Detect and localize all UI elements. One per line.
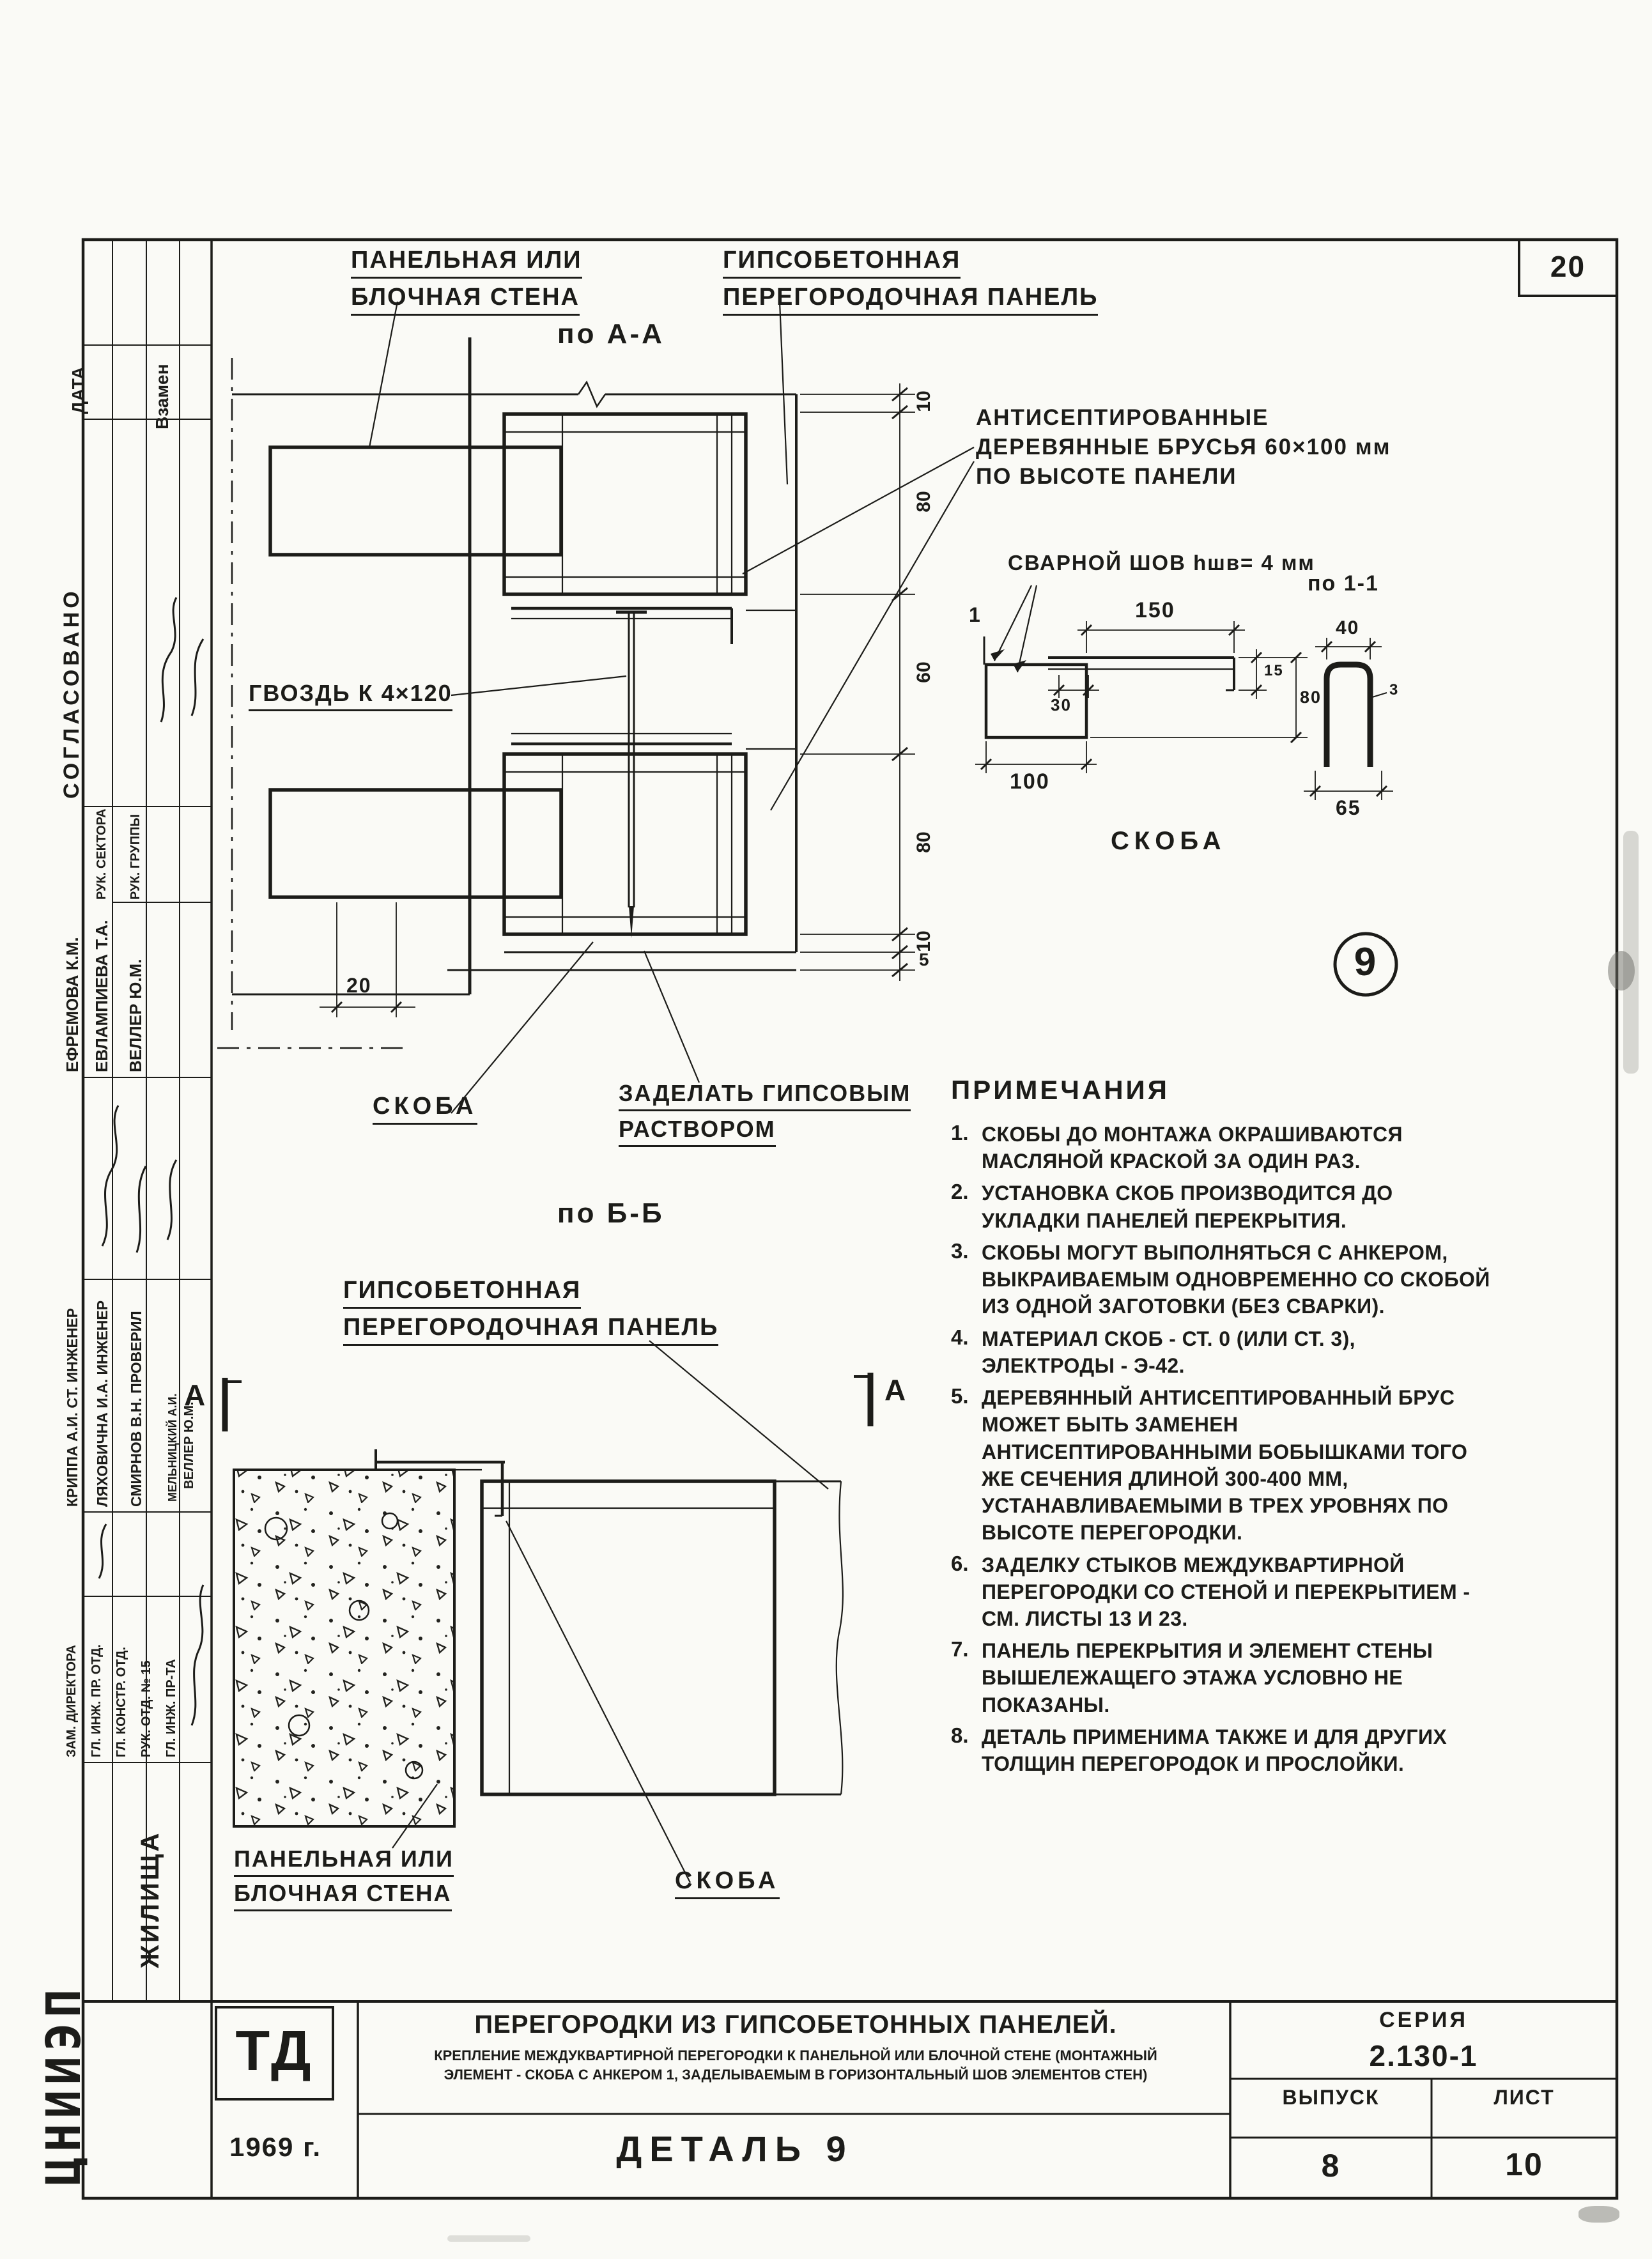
series-label: СЕРИЯ xyxy=(1379,2008,1468,2032)
note-item: 7. ПАНЕЛЬ ПЕРЕКРЫТИЯ И ЭЛЕМЕНТ СТЕНЫ ВЫШЕЛЕЖАЩЕГО ЭТАЖА УСЛОВНО НЕ ПОКАЗАНЫ. xyxy=(951,1637,1433,1716)
dim-lip-15: 15 xyxy=(1264,662,1284,679)
section-marker-a-right: А xyxy=(884,1373,907,1407)
org-name-zhilishcha: ЖИЛИЩА xyxy=(136,1830,164,1968)
skoba-detail-caption: СКОБА xyxy=(1111,827,1226,855)
sheet-title-main: ПЕРЕГОРОДКИ ИЗ ГИПСОБЕТОННЫХ ПАНЕЛЕЙ. xyxy=(474,2010,1117,2039)
scan-smudge xyxy=(1608,951,1635,991)
timber-label-line3: ПО ВЫСОТЕ ПАНЕЛИ xyxy=(976,464,1237,489)
stamp-position-entry: ГЛ. ИНЖ. ПР-ТА xyxy=(164,1659,178,1757)
stamp-position-entry: ГЛ. ИНЖ. ПР. ОТД. xyxy=(89,1644,104,1757)
stamp-staff-entry: СМИРНОВ В.Н. ПРОВЕРИЛ xyxy=(128,1311,144,1507)
notes-title: ПРИМЕЧАНИЯ xyxy=(951,1075,1170,1105)
issue-label: ВЫПУСК xyxy=(1282,2086,1380,2109)
section-marker-a-left: А xyxy=(184,1378,207,1412)
skoba-label-aa: СКОБА xyxy=(373,1093,477,1125)
dim-panel-a: 80 xyxy=(913,491,934,513)
notes-section xyxy=(951,1075,1494,1782)
stamp-staff-entry: ЛЯХОВИЧНА И.А. ИНЖЕНЕР xyxy=(94,1300,111,1507)
scan-smudge xyxy=(1579,2206,1619,2223)
view-1-1-title: по 1-1 xyxy=(1308,571,1379,596)
stamp-date-label: ДАТА xyxy=(68,366,88,414)
dim-offset: 20 xyxy=(346,974,372,997)
aa-panel-label-line2: ПЕРЕГОРОДОЧНАЯ ПАНЕЛЬ xyxy=(723,284,1098,316)
note-item: 4. МАТЕРИАЛ СКОБ - СТ. 0 (ИЛИ СТ. 3), ЭЛЕКТРОДЫ - Э-42. xyxy=(951,1325,1355,1377)
sheet-title-sub2: ЭЛЕМЕНТ - СКОБА С АНКЕРОМ 1, ЗАДЕЛЫВАЕМЫМ В ГОРИЗОНТАЛЬНЫЙ ШОВ ЭЛЕМЕНТОВ СТЕН) xyxy=(444,2067,1148,2083)
stamp-approver-name: ЕВЛАМПИЕВА Т.А. xyxy=(92,920,111,1072)
dim-joint-top: 10 xyxy=(913,390,934,412)
note-item: 2. УСТАНОВКА СКОБ ПРОИЗВОДИТСЯ ДО УКЛАДКИ ПАНЕЛЕЙ ПЕРЕКРЫТИЯ. xyxy=(951,1180,1393,1232)
dim-gap: 60 xyxy=(913,661,934,683)
dim-joint-bot: 10 xyxy=(913,930,934,952)
bb-wall-label-line1: ПАНЕЛЬНАЯ ИЛИ xyxy=(234,1846,454,1877)
dim-plate-150: 150 xyxy=(1135,598,1175,622)
stamp-staff-entry: МЕЛЬНИЦКИЙ А.И. xyxy=(166,1393,179,1502)
stamp-approver-name: ВЕЛЛЕР Ю.М. xyxy=(126,959,145,1072)
series-value: 2.130-1 xyxy=(1369,2039,1478,2072)
stamp-staff-entry: КРИППА А.И. СТ. ИНЖЕНЕР xyxy=(64,1307,81,1507)
bb-panel-label-line2: ПЕРЕГОРОДОЧНАЯ ПАНЕЛЬ xyxy=(343,1314,718,1346)
stamp-vzamen-label: Взамен xyxy=(152,364,172,429)
timber-label-line1: АНТИСЕПТИРОВАННЫЕ xyxy=(976,405,1269,430)
aa-wall-label-line2: БЛОЧНАЯ СТЕНА xyxy=(351,284,580,316)
sheet-value: 10 xyxy=(1505,2147,1543,2182)
dim-edge: 5 xyxy=(919,950,930,969)
detail-anchor-mark: 1 xyxy=(969,603,982,626)
section-aa-title: по А-А xyxy=(557,318,665,350)
issue-value: 8 xyxy=(1321,2148,1341,2184)
note-item: 3. СКОБЫ МОГУТ ВЫПОЛНЯТЬСЯ С АНКЕРОМ, ВЫКРАИВАЕМЫМ ОДНОВРЕМЕННО СО СКОБОЙ ИЗ ОДНОЙ ЗАГОТОВКИ (БЕЗ СВАРКИ). xyxy=(951,1238,1490,1318)
page-number: 20 xyxy=(1550,250,1586,283)
note-item: 8. ДЕТАЛЬ ПРИМЕНИМА ТАКЖЕ И ДЛЯ ДРУГИХ ТОЛЩИН ПЕРЕГОРОДОК И ПРОСЛОЙКИ. xyxy=(951,1723,1447,1776)
section-bb-linework xyxy=(225,1341,870,1883)
stamp-position-entry: ГЛ. КОНСТР. ОТД. xyxy=(114,1647,128,1757)
detail-label: ДЕТАЛЬ 9 xyxy=(616,2129,854,2169)
org-abbr-td: ТД xyxy=(235,2019,314,2082)
year-label: 1969 г. xyxy=(229,2132,322,2162)
weld-label: СВАРНОЙ ШОВ hшв= 4 мм xyxy=(1008,551,1315,574)
org-logo-tsniiep: ЦНИИЭП xyxy=(36,1984,91,2186)
dim-panel-b: 80 xyxy=(913,831,934,853)
dim-anchor-100: 100 xyxy=(1010,769,1050,794)
sheet-label: ЛИСТ xyxy=(1494,2086,1555,2109)
stamp-role-group: РУК. ГРУППЫ xyxy=(128,813,143,900)
section-bb-title: по Б-Б xyxy=(557,1198,665,1229)
dim-weld-30: 30 xyxy=(1051,695,1072,714)
bb-panel-label-line1: ГИПСОБЕТОННАЯ xyxy=(343,1277,581,1309)
grout-label-line2: РАСТВОРОМ xyxy=(619,1116,776,1147)
aa-panel-label-line1: ГИПСОБЕТОННАЯ xyxy=(723,247,961,279)
dim-height-80: 80 xyxy=(1300,688,1322,707)
note-item: 5. ДЕРЕВЯННЫЙ АНТИСЕПТИРОВАННЫЙ БРУС МОЖЕТ БЫТЬ ЗАМЕНЕН АНТИСЕПТИРОВАННЫМИ БОБЫШКАМИ ТОГО ЖЕ СЕЧЕНИЯ ДЛИНОЙ 300-400 ММ, УСТАНАВЛИВАЕМЫМИ В ТРЕХ УРОВНЯХ ПО ВЫСОТЕ ПЕРЕГОРОДКИ. xyxy=(951,1384,1468,1545)
scan-smudge xyxy=(447,2235,530,2242)
dim-base-65: 65 xyxy=(1336,796,1361,819)
dim-thick-3: 3 xyxy=(1389,681,1400,698)
stamp-staff-entry: ВЕЛЛЕР Ю.М. xyxy=(182,1401,196,1489)
dim-width-40: 40 xyxy=(1336,617,1360,638)
aa-wall-label-line1: ПАНЕЛЬНАЯ ИЛИ xyxy=(351,247,582,279)
bb-skoba-label: СКОБА xyxy=(675,1867,780,1899)
detail-number-circle-text: 9 xyxy=(1354,940,1378,984)
stamp-role-sector: РУК. СЕКТОРА xyxy=(95,808,109,900)
stamp-position-entry: РУК. ОТД. № 15 xyxy=(139,1660,153,1757)
note-item: 6. ЗАДЕЛКУ СТЫКОВ МЕЖДУКВАРТИРНОЙ ПЕРЕГОРОДКИ СО СТЕНОЙ И ПЕРЕКРЫТИЕМ - СМ. ЛИСТЫ 13 И 23. xyxy=(951,1551,1471,1630)
bb-wall-label-line2: БЛОЧНАЯ СТЕНА xyxy=(234,1880,452,1911)
stamp-soglasovano-label: СОГЛАСОВАНО xyxy=(59,587,84,799)
stamp-approver-name: ЕФРЕМОВА К.М. xyxy=(63,937,82,1072)
signature-scribbles xyxy=(99,598,203,1725)
grout-label-line1: ЗАДЕЛАТЬ ГИПСОВЫМ xyxy=(619,1080,911,1111)
timber-label-line2: ДЕРЕВЯННЫЕ БРУСЬЯ 60×100 мм xyxy=(976,435,1391,459)
stamp-position-entry: ЗАМ. ДИРЕКТОРА xyxy=(65,1644,79,1757)
nail-label: ГВОЗДЬ К 4×120 xyxy=(249,680,452,711)
note-item: 1. СКОБЫ ДО МОНТАЖА ОКРАШИВАЮТСЯ МАСЛЯНОЙ КРАСКОЙ ЗА ОДИН РАЗ. xyxy=(951,1121,1403,1173)
sheet-title-sub1: КРЕПЛЕНИЕ МЕЖДУКВАРТИРНОЙ ПЕРЕГОРОДКИ К ПАНЕЛЬНОЙ ИЛИ БЛОЧНОЙ СТЕНЕ (МОНТАЖНЫЙ xyxy=(434,2047,1157,2063)
